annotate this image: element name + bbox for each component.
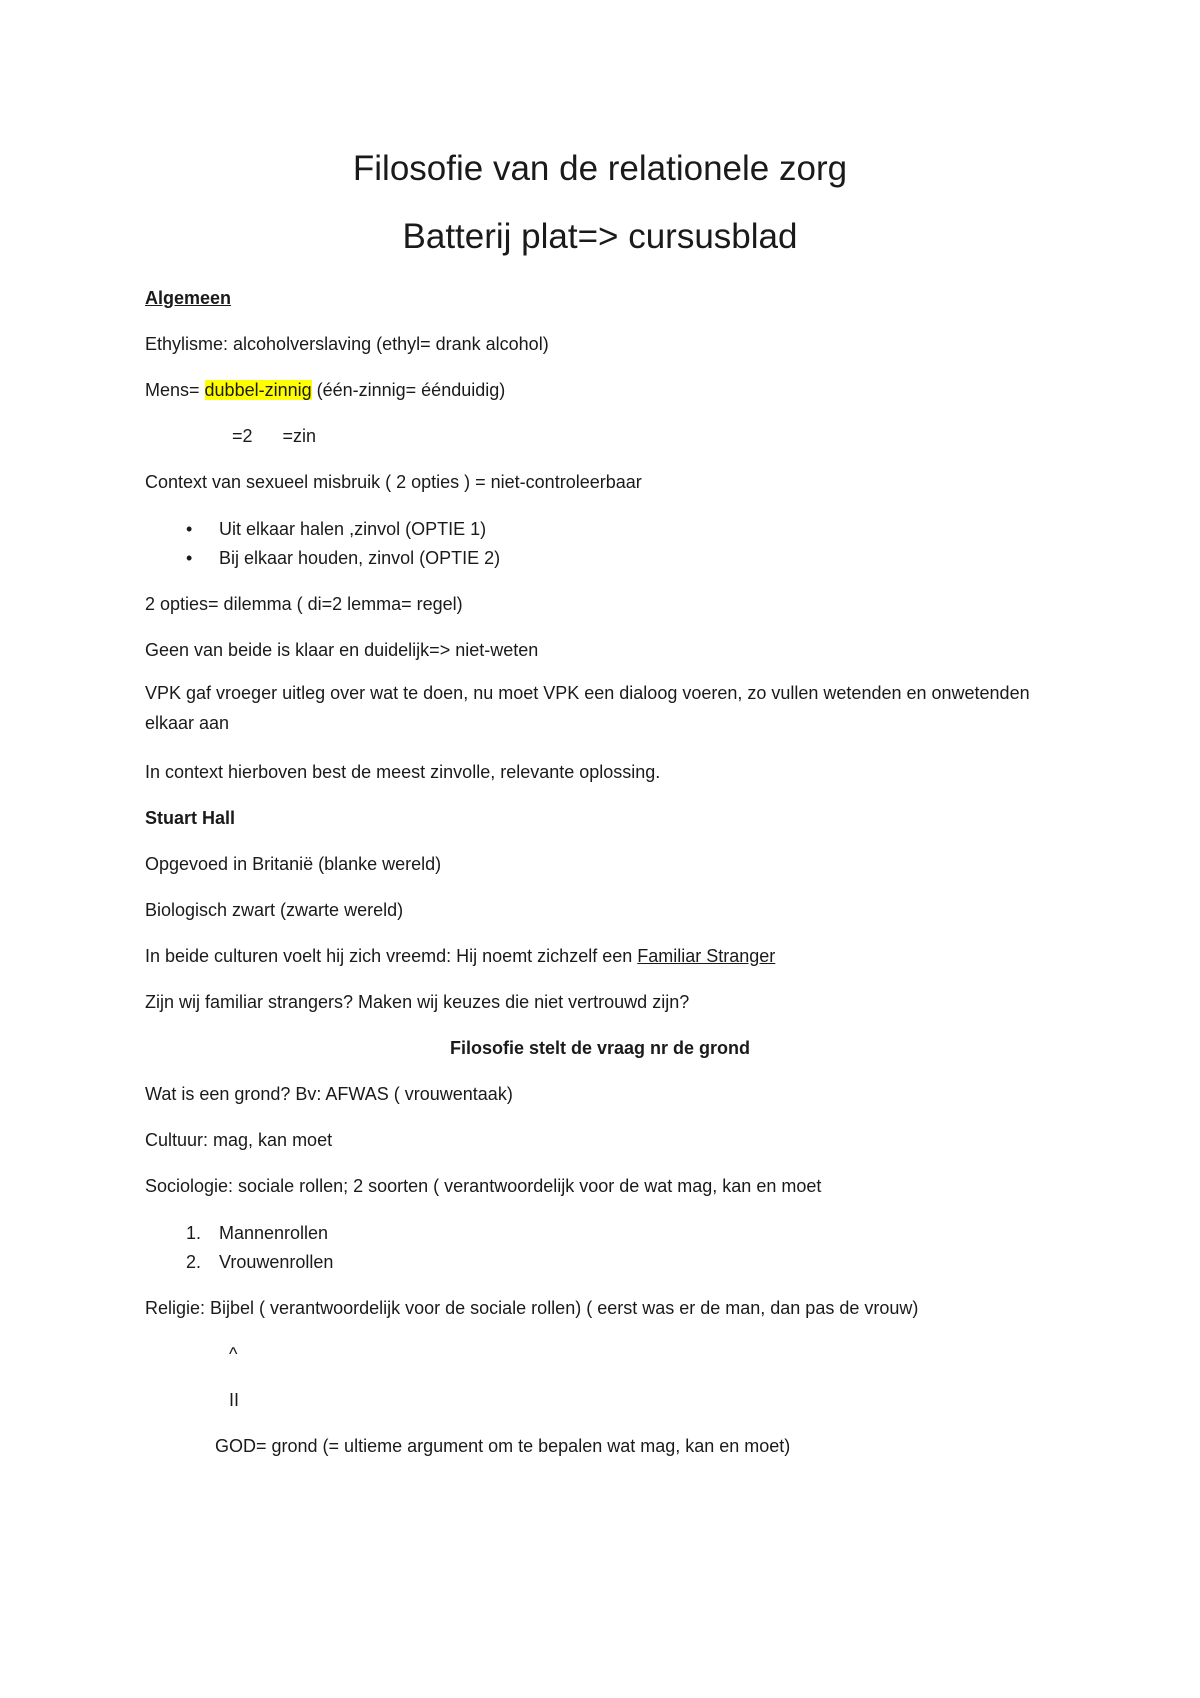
numbered-item <box>186 1222 328 1244</box>
paragraph-opgevoed: Opgevoed in Britanië (blanke wereld) <box>145 854 442 874</box>
culturen-prefix: In beide culturen voelt hij zich vreemd: Hij noemt zichzelf een <box>145 946 638 966</box>
bullet-item <box>186 518 486 540</box>
paragraph-cultuur: Cultuur: mag, kan moet <box>145 1130 333 1150</box>
paragraph-mens <box>145 379 505 401</box>
item-text: Vrouwenrollen <box>219 1252 334 1272</box>
paragraph-in-context: In context hierboven best de meest zinvolle, relevante oplossing. <box>145 762 661 782</box>
bullet-marker: • <box>186 548 193 568</box>
bullet-text: Bij elkaar houden, zinvol (OPTIE 2) <box>219 548 501 568</box>
paragraph-grond-question: Wat is een grond? Bv: AFWAS ( vrouwentaak) <box>145 1084 513 1104</box>
highlighted-term: dubbel-zinnig <box>204 380 312 400</box>
mens-annotation: =2 =zin <box>232 426 317 446</box>
mens-suffix: (één-zinnig= éénduidig) <box>311 380 506 400</box>
section-heading-algemeen: Algemeen <box>145 288 232 308</box>
section-heading-stuart-hall: Stuart Hall <box>145 808 236 828</box>
underlined-term: Familiar Stranger <box>637 946 776 966</box>
paragraph-vpk: VPK gaf vroeger uitleg over wat te doen, nu moet VPK een dialoog voeren, zo vullen wetenden en onwetenden elkaar aan <box>145 683 1030 733</box>
paragraph-geen-van-beide: Geen van beide is klaar en duidelijk=> niet-weten <box>145 640 539 660</box>
item-text: Mannenrollen <box>219 1223 329 1243</box>
paragraph-god: GOD= grond (= ultieme argument om te bepalen wat mag, kan en moet) <box>215 1436 791 1456</box>
bars-symbol: II <box>229 1390 240 1410</box>
section-heading-grond: Filosofie stelt de vraag nr de grond <box>449 1038 751 1058</box>
bullet-item <box>186 547 500 569</box>
numbered-item <box>186 1251 333 1273</box>
paragraph-culturen <box>145 945 775 967</box>
mens-prefix: Mens= <box>145 380 205 400</box>
paragraph-religie: Religie: Bijbel ( verantwoordelijk voor de sociale rollen) ( eerst was er de man, dan pas de vrouw) <box>145 1298 919 1318</box>
caret-symbol: ^ <box>229 1344 238 1364</box>
paragraph-ethylisme: Ethylisme: alcoholverslaving (ethyl= drank alcohol) <box>145 334 549 354</box>
document-subtitle: Batterij plat=> cursusblad <box>402 217 798 256</box>
paragraph-dilemma: 2 opties= dilemma ( di=2 lemma= regel) <box>145 594 463 614</box>
item-number: 2. <box>186 1252 202 1272</box>
bullet-text: Uit elkaar halen ,zinvol (OPTIE 1) <box>219 519 487 539</box>
bullet-marker: • <box>186 519 193 539</box>
paragraph-strangers-question: Zijn wij familiar strangers? Maken wij keuzes die niet vertrouwd zijn? <box>145 992 690 1012</box>
paragraph-biologisch: Biologisch zwart (zwarte wereld) <box>145 900 404 920</box>
paragraph-context: Context van sexueel misbruik ( 2 opties ) = niet-controleerbaar <box>145 472 642 492</box>
paragraph-sociologie: Sociologie: sociale rollen; 2 soorten ( verantwoordelijk voor de wat mag, kan en moet <box>145 1176 822 1196</box>
item-number: 1. <box>186 1223 202 1243</box>
document-title: Filosofie van de relationele zorg <box>352 149 848 188</box>
